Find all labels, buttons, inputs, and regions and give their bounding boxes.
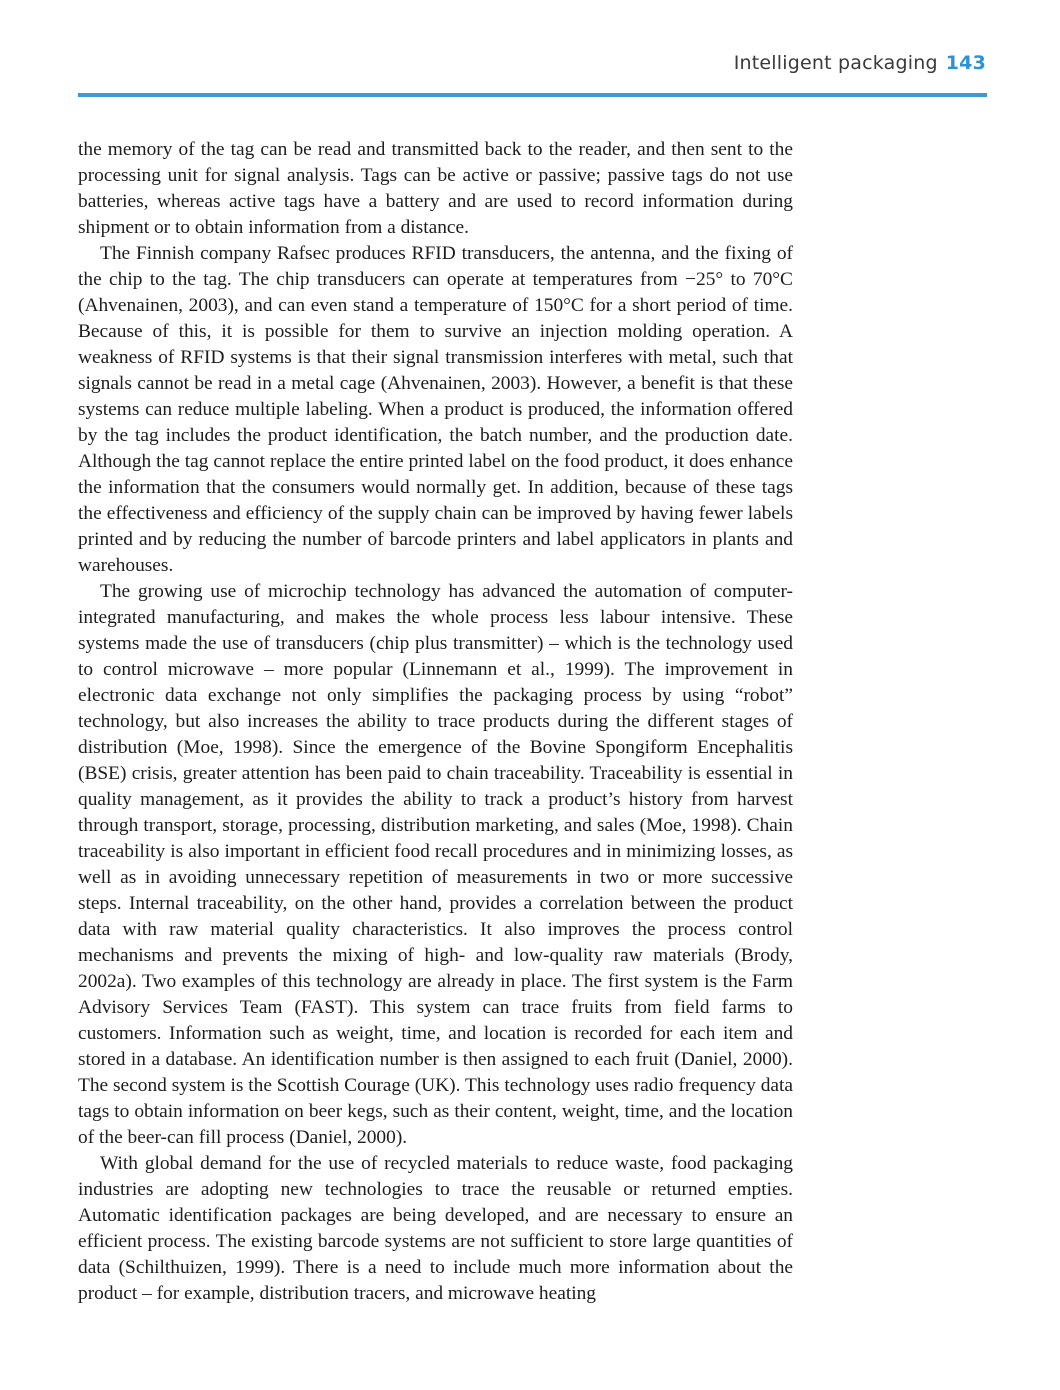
header-rule <box>78 93 987 97</box>
paragraph-3: The growing use of microchip technology has advanced the automation of computer-integrated manufacturing, and makes the whole process less labour intensive. These systems made the use of transducers (chip plus transmitter) – which is the technology used to control microwave – more popular (Linnemann et al., 1999). The improvement in electronic data exchange not only simplifies the packaging process by using “robot” technology, but also increases the ability to trace products during the different stages of distribution (Moe, 1998). Since the emergence of the Bovine Spongiform Encephalitis (BSE) crisis, greater attention has been paid to chain traceability. Traceability is essential in quality management, as it provides the ability to track a product’s history from harvest through transport, storage, processing, distribution marketing, and sales (Moe, 1998). Chain traceability is also important in efficient food recall procedures and in minimizing losses, as well as in avoiding unnecessary repetition of measurements in two or more successive steps. Internal traceability, on the other hand, provides a correlation between the product data with raw material quality characteristics. It also improves the process control mechanisms and prevents the mixing of high- and low-quality raw materials (Brody, 2002a). Two examples of this technology are already in place. The first system is the Farm Advisory Services Team (FAST). This system can trace fruits from field farms to customers. Information such as weight, time, and location is recorded for each item and stored in a database. An identification number is then assigned to each fruit (Daniel, 2000). The second system is the Scottish Courage (UK). This technology uses radio frequency data tags to obtain information on beer kegs, such as their content, weight, time, and the location of the beer-can fill process (Daniel, 2000). <box>78 581 793 1148</box>
page-number: 143 <box>945 52 986 74</box>
paragraph-1: the memory of the tag can be read and transmitted back to the reader, and then sent to the processing unit for signal analysis. Tags can be active or passive; passive tags do not use batteries, whereas active tags have a battery and are used to record information during shipment or to obtain information from a distance. <box>78 139 793 238</box>
paragraph-4: With global demand for the use of recycled materials to reduce waste, food packaging industries are adopting new technologies to trace the reusable or returned empties. Automatic identification packages are being developed, and are necessary to ensure an efficient process. The existing barcode systems are not sufficient to store large quantities of data (Schilthuizen, 1999). There is a need to include much more information about the product – for example, distribution tracers, and microwave heating <box>78 1153 793 1304</box>
section-title: Intelligent packaging <box>733 52 938 74</box>
body-text <box>78 137 793 1307</box>
running-header <box>734 52 986 74</box>
paragraph-2: The Finnish company Rafsec produces RFID transducers, the antenna, and the fixing of the chip to the tag. The chip transducers can operate at temperatures from −25° to 70°C (Ahvenainen, 2003), and can even stand a temperature of 150°C for a short period of time. Because of this, it is possible for them to survive an injection molding operation. A weakness of RFID systems is that their signal transmission interferes with metal, such that signals cannot be read in a metal cage (Ahvenainen, 2003). However, a benefit is that these systems can reduce multiple labeling. When a product is produced, the information offered by the tag includes the product identification, the batch number, and the production date. Although the tag cannot replace the entire printed label on the food product, it does enhance the information that the consumers would normally get. In addition, because of these tags the effectiveness and efficiency of the supply chain can be improved by having fewer labels printed and by reducing the number of barcode printers and label applicators in plants and warehouses. <box>78 243 793 576</box>
